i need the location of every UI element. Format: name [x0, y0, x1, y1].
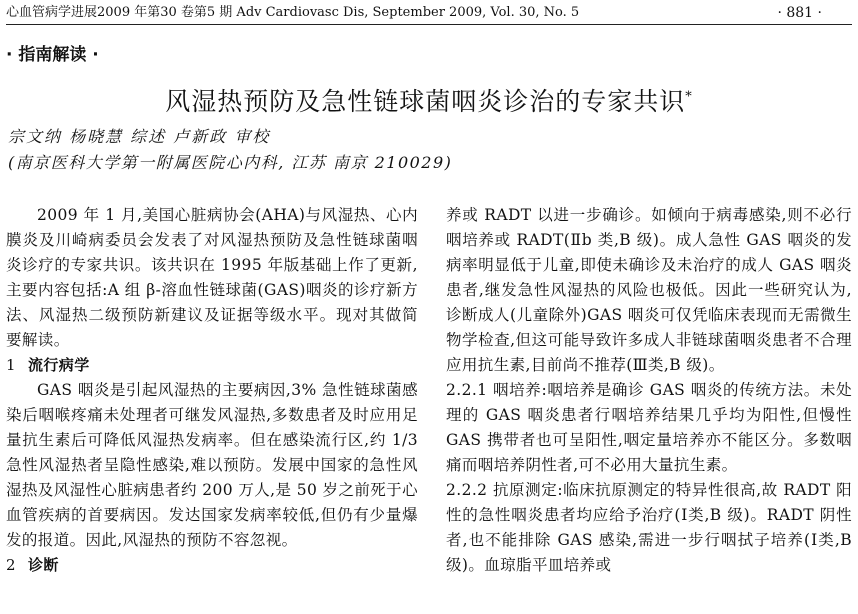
throat-culture-paragraph: 2.2.1 咽培养:咽培养是确诊 GAS 咽炎的传统方法。未处理的 GAS 咽炎患者行咽培养结果几乎均为阳性,但慢性 GAS 携带者也可呈阳性,咽定量培养亦不能区分。多数咽痛而咽培养阴性者,可不必用大量抗生素。 [446, 381, 852, 474]
right-column [446, 203, 852, 578]
article-title [0, 82, 858, 118]
section-heading-epidemiology [6, 353, 418, 378]
affiliation-line: (南京医科大学第一附属医院心内科, 江苏 南京 210029) [8, 153, 453, 172]
running-header [6, 2, 852, 24]
title-text: 风湿热预防及急性链球菌咽炎诊治的专家共识 [165, 87, 686, 116]
journal-citation: 心血管病学进展2009 年第30 卷第5 期 Adv Cardiovasc Dis, September 2009, Vol. 30, No. 5 [6, 5, 580, 20]
section-heading-diagnosis [6, 553, 418, 578]
section-number: 2 [6, 556, 16, 574]
section-heading-text: 流行病学 [28, 356, 90, 374]
section-heading-text: 诊断 [28, 556, 59, 574]
antigen-test-paragraph: 2.2.2 抗原测定:临床抗原测定的特异性很高,故 RADT 阳性的急性咽炎患者均应给予治疗(Ⅰ类,B 级)。RADT 阴性者,也不能排除 GAS 感染,需进一步行咽拭子培养(Ⅰ类,B 级)。血琼脂平皿培养或 [446, 481, 852, 574]
authors-line: 宗文纳 杨晓慧 综述 卢新政 审校 [8, 127, 271, 146]
header-divider [6, 24, 852, 25]
section-tag: · 指南解读 · [6, 45, 99, 65]
left-column [6, 203, 418, 578]
epidemiology-paragraph: GAS 咽炎是引起风湿热的主要病因,3% 急性链球菌感染后咽喉疼痛未处理者可继发风湿热,多数患者及时应用足量抗生素后可降低风湿热发病率。但在感染流行区,约 1/3 急性风湿热者呈隐性感染,难以预防。发展中国家的急性风湿热及风湿性心脏病患者约 200 万人,是 50 岁之前死于心血管疾病的首要病因。发达国家发病率较低,但仍有少量爆发的报道。因此,风湿热的预防不容忽视。 [6, 381, 418, 549]
page-number: · 881 · [777, 5, 822, 21]
continued-paragraph: 养或 RADT 以进一步确诊。如倾向于病毒感染,则不必行咽培养或 RADT(Ⅱb 类,B 级)。成人急性 GAS 咽炎的发病率明显低于儿童,即使未确诊及未治疗的成人 GAS 咽炎患者,继发急性风湿热的风险也极低。因此一些研究认为,诊断成人(儿童除外)GAS 咽炎可仅凭临床表现而无需微生物学检查,但这可能导致许多成人非链球菌咽炎患者不合理应用抗生素,目前尚不推荐(Ⅲ类,B 级)。 [446, 206, 852, 374]
title-footnote-mark: * [685, 89, 693, 105]
intro-paragraph: 2009 年 1 月,美国心脏病协会(AHA)与风湿热、心内膜炎及川崎病委员会发表了对风湿热预防及急性链球菌咽炎诊疗的专家共识。该共识在 1995 年版基础上作了更新,主要内容包括:A 组 β-溶血性链球菌(GAS)咽炎的诊疗新方法、风湿热二级预防新建议及证据等级水平。现对其做简要解读。 [6, 206, 418, 349]
section-number: 1 [6, 356, 16, 374]
